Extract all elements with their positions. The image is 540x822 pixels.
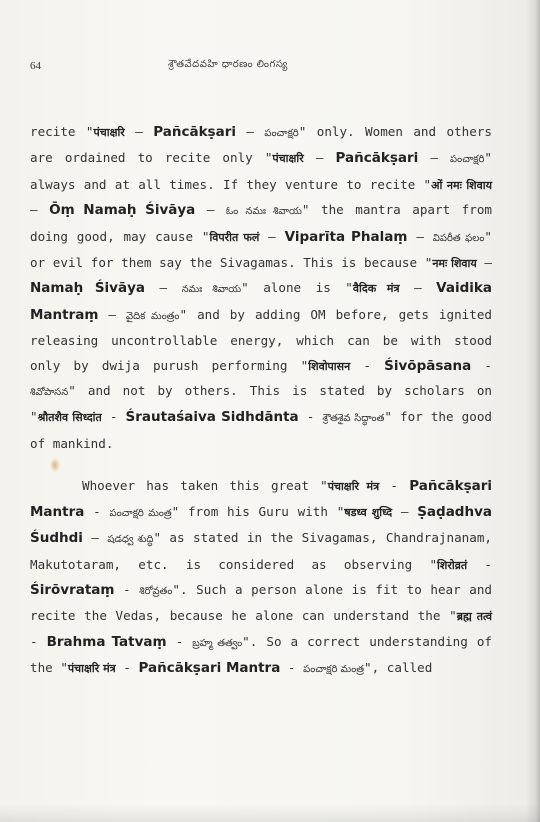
dash: –: [399, 280, 437, 296]
dash: -: [350, 357, 385, 373]
page-header: [30, 58, 500, 78]
transliterated-term: Śirōvrataṃ: [30, 581, 115, 598]
telugu-term: ఓం నమః శివాయ: [225, 206, 302, 218]
dash: -: [467, 556, 492, 572]
devanagari-term: शिवोपासन: [308, 359, 351, 373]
devanagari-term: शिरोव्रतं: [437, 558, 468, 572]
text-run: " always and at all times. If they venture to recite ": [30, 150, 493, 192]
text-run: ", called: [364, 660, 433, 676]
transliterated-term: Pañcākṣari Mantra: [138, 660, 281, 677]
text-run: " for the good of mankind.: [30, 409, 492, 451]
dash: –: [98, 306, 127, 322]
transliterated-term: Śrautaśaiva Sidhdānta: [125, 409, 299, 426]
telugu-term: శివోపాసన: [30, 387, 69, 399]
dash: -: [298, 409, 323, 425]
transliterated-term: Ṣaḍadhva Śudhdi: [30, 503, 492, 547]
dash: -: [101, 409, 126, 425]
dash: -: [166, 633, 193, 649]
telugu-term: వైదిక మంత్రం: [126, 310, 180, 322]
dash: –: [303, 150, 336, 166]
devanagari-term: ब्रह्म तत्वं: [456, 610, 493, 624]
transliterated-term: Ōṃ Namaḥ Śivāya: [49, 202, 196, 219]
telugu-term: పంచాక్షరి మంత్ర: [109, 507, 172, 519]
telugu-term: విపరీత ఫలం: [432, 232, 485, 244]
telugu-term: శిరోవ్రతం: [139, 585, 173, 597]
dash: –: [235, 124, 265, 139]
dash: –: [392, 503, 418, 519]
transliterated-term: Pañcākṣari: [153, 124, 236, 140]
paragraph-1: [30, 120, 492, 456]
page-bottom-edge: [0, 804, 540, 822]
transliterated-term: Pañcākṣari Mantra: [30, 478, 493, 520]
telugu-term: శ్రౌతశైవ సిద్ధాంత: [322, 413, 385, 425]
dash: -: [280, 660, 304, 676]
telugu-term: పంచాక్షరి మంత్ర: [303, 664, 365, 676]
text-run: Whoever has taken this great ": [82, 478, 328, 494]
dash: –: [82, 530, 108, 546]
transliterated-term: Namaḥ Śivāya: [30, 280, 145, 297]
dash: -: [379, 478, 410, 494]
transliterated-term: Brahma Tatvaṃ: [46, 633, 167, 650]
dash: -: [114, 581, 140, 597]
devanagari-term: पंचाक्षरि: [272, 152, 304, 166]
page-binding-shadow: [526, 0, 540, 822]
text-run: " the mantra apart from doing good, may cause ": [30, 202, 493, 244]
telugu-term: బ్రహ్మ తత్వం: [192, 637, 243, 649]
devanagari-term: वैदिक मंत्र: [352, 282, 400, 296]
telugu-term: నమః శివాయ: [181, 284, 242, 296]
text-run: " alone is ": [241, 280, 353, 296]
telugu-term: పంచాక్షరి: [264, 128, 299, 139]
transliterated-term: Śivōpāsana: [384, 357, 472, 374]
devanagari-term: षडध्व शुध्दि: [344, 505, 393, 519]
telugu-term: షడధ్వ శుద్ధి: [107, 534, 154, 546]
text-run: recite ": [30, 124, 94, 139]
devanagari-term: श्रौतशैव सिध्दांत: [37, 411, 102, 425]
page-number: 64: [30, 60, 41, 72]
text-run: " and not by others. This is stated by scholars on ": [30, 383, 492, 425]
devanagari-term: पंचाक्षरि: [93, 126, 125, 139]
dash: –: [259, 228, 285, 244]
text-run: " and by adding OM before, gets ignited releasing uncontrollable energy, which can be with stood only by dwija purush performing ": [30, 306, 493, 373]
text-run: " as stated in the Sivagamas, Chandrajnanam, Makutotaram, etc. is considered as observing ": [30, 530, 492, 572]
dash: –: [124, 124, 154, 139]
paragraph-2: [30, 474, 492, 682]
dash: –: [476, 255, 492, 271]
body-text: [30, 120, 492, 683]
text-run: " from his Guru with ": [171, 503, 345, 519]
telugu-term: పంచాక్షరి: [450, 154, 485, 166]
dash: –: [195, 202, 226, 218]
dash: -: [115, 660, 139, 676]
dash: -: [30, 633, 47, 649]
transliterated-term: Pañcākṣari: [335, 150, 419, 167]
dash: –: [418, 150, 451, 166]
dash: –: [407, 228, 433, 244]
devanagari-term: नमः शिवाय: [432, 257, 477, 271]
running-title: శ్రౌతవేదవహి ధారణం లింగస్య: [168, 59, 288, 70]
transliterated-term: Vaidika Mantraṃ: [30, 280, 492, 323]
devanagari-term: विपरीत फलं: [209, 230, 260, 244]
dash: -: [471, 357, 493, 373]
devanagari-term: पंचाक्षरि मंत्र: [327, 480, 380, 494]
text-run: " or evil for them say the Sivagamas. This is because ": [30, 228, 492, 271]
transliterated-term: Viparīta Phalaṃ: [284, 228, 408, 245]
dash: -: [84, 503, 110, 519]
text-run: ". Such a person alone is fit to hear and recite the Vedas, because he alone can understand the ": [30, 581, 492, 624]
text-run: " only. Women and others are ordained to recite only ": [30, 124, 492, 166]
dash: –: [145, 280, 182, 296]
text-run: ". So a correct understanding of the ": [30, 633, 492, 676]
devanagari-term: ओं नमः शिवाय: [431, 178, 492, 192]
dash: –: [30, 202, 50, 218]
devanagari-term: पंचाक्षरि मंत्र: [67, 662, 116, 676]
